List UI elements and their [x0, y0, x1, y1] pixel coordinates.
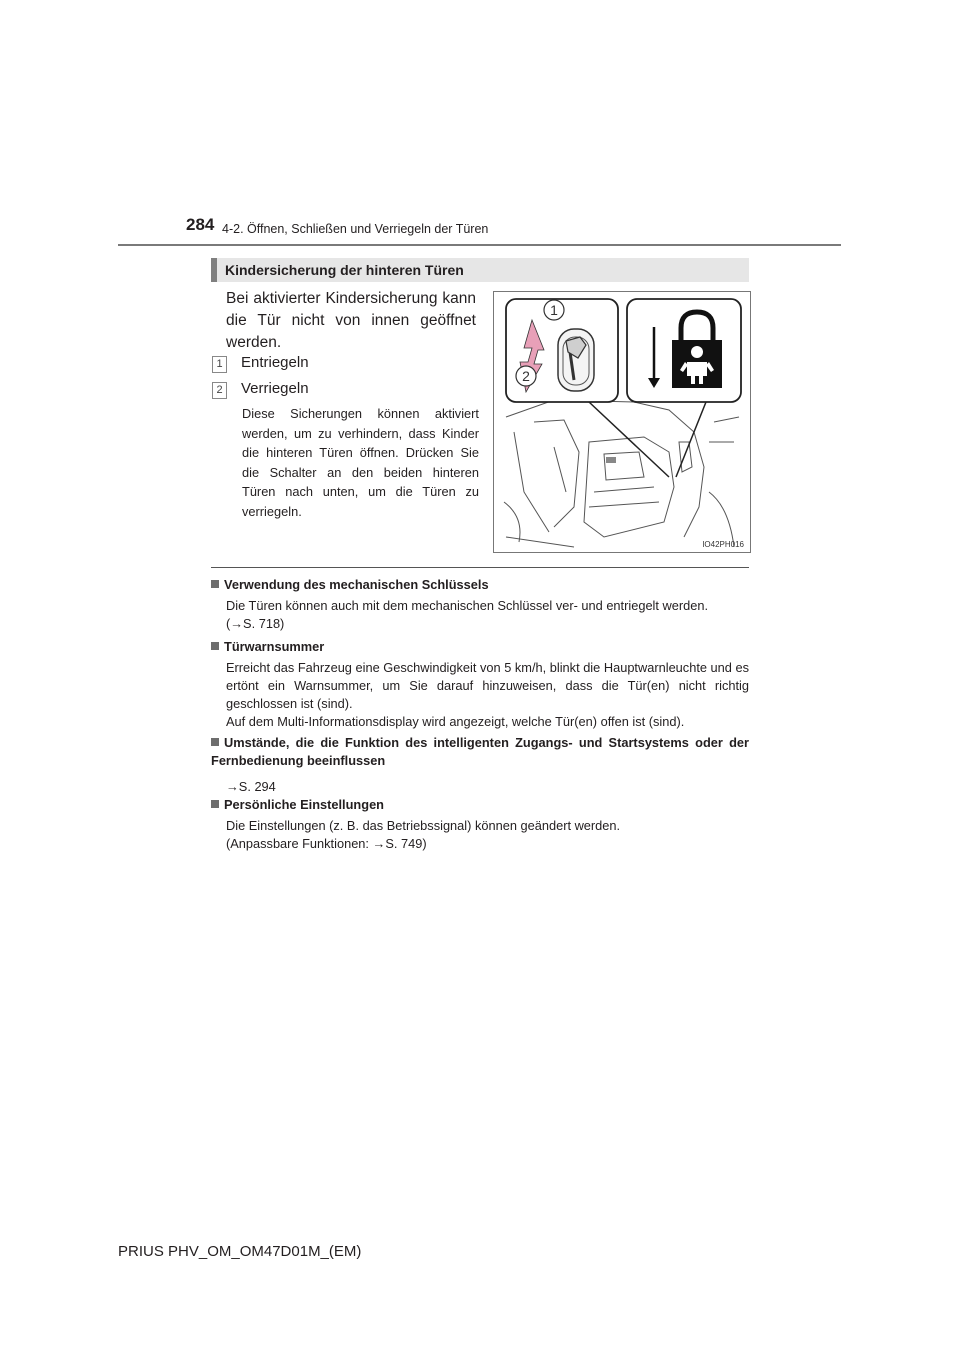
topic-heading: Verwendung des mechanischen Schlüssels: [224, 577, 489, 592]
topic-line: (Anpassbare Funktionen: →S. 749): [226, 836, 427, 851]
list-item-lock: [212, 380, 309, 399]
section-heading-accent: [211, 258, 217, 282]
section-heading-bar: [211, 258, 749, 282]
section-divider: [211, 567, 749, 568]
topic-mechanical-key: [211, 576, 749, 633]
footer-document-code: PRIUS PHV_OM_OM47D01M_(EM): [118, 1243, 362, 1260]
topic-personal-settings: [211, 796, 749, 853]
section-title: Kindersicherung der hinteren Türen: [225, 262, 464, 278]
list-item-unlock: [212, 354, 309, 373]
figure-code: IO42PH016: [702, 540, 744, 549]
item-label: Entriegeln: [241, 354, 309, 371]
topic-line: Auf dem Multi-Informationsdisplay wird angezeigt, welche Tür(en) offen ist (sind).: [226, 714, 685, 729]
topic-heading: Umstände, die die Funktion des intelligenten Zugangs- und Startsystems oder der Fernbedienung beeinflussen: [211, 735, 749, 768]
topic-smart-entry-conditions: [211, 734, 749, 796]
topic-line: (→S. 718): [226, 616, 285, 631]
bullet-square-icon: [211, 738, 219, 746]
bullet-square-icon: [211, 580, 219, 588]
callout-number-2: 2: [522, 368, 530, 384]
item-number-badge: 2: [212, 382, 227, 399]
item-number-badge: 1: [212, 356, 227, 373]
topic-line: Erreicht das Fahrzeug eine Geschwindigkeit von 5 km/h, blinkt die Hauptwarnleuchte und es ertönt ein Warnsummer, um Sie darauf hinzuweisen, dass die Tür(en) nicht richtig geschlossen ist (sind).: [226, 660, 749, 711]
note-text: Diese Sicherungen können aktiviert werden, um zu verhindern, dass Kinder die hinteren Türen öffnen. Drücken Sie die Schalter an den beiden hinteren Türen nach unten, um die Türen zu verriegeln.: [242, 406, 479, 519]
callout-number-1: 1: [550, 302, 558, 318]
item-label: Verriegeln: [241, 380, 309, 397]
running-header-title: 4-2. Öffnen, Schließen und Verriegeln der Türen: [222, 222, 489, 236]
topic-line: Die Türen können auch mit dem mechanischen Schlüssel ver- und entriegelt werden.: [226, 598, 709, 613]
topic-door-warning-buzzer: [211, 638, 749, 731]
bullet-square-icon: [211, 642, 219, 650]
header-rule: [118, 244, 841, 246]
bullet-square-icon: [211, 800, 219, 808]
child-lock-illustration: [493, 291, 751, 553]
topic-line: Die Einstellungen (z. B. das Betriebssignal) können geändert werden.: [226, 818, 621, 833]
topic-line: →S. 294: [226, 779, 276, 794]
page-number: 284: [186, 215, 215, 234]
topic-heading: Persönliche Einstellungen: [224, 797, 384, 812]
intro-text: Bei aktivierter Kindersicherung kann die Tür nicht von innen geöffnet werden.: [226, 290, 476, 351]
topic-heading: Türwarnsummer: [224, 639, 325, 654]
